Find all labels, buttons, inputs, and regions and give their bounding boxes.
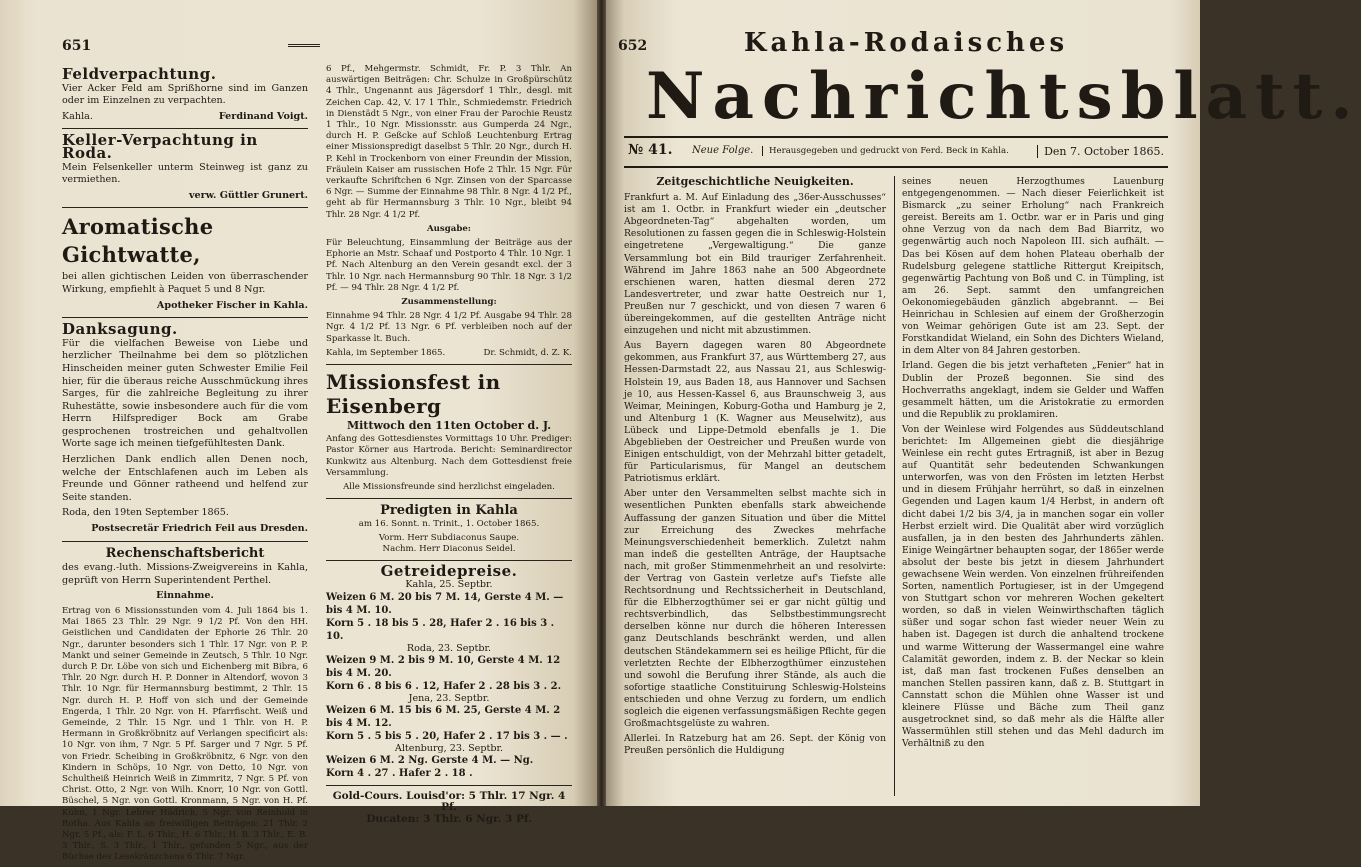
einnahme-continued-text: 6 Pf., Mehgermstr. Schmidt, Fr. P. 3 Thlr. An auswärtigen Beiträgen: Chr. Schulze in Großpürschütz 4 Thlr., Ungenannt aus Jägersdorf 1 Thlr., desgl. mit Zeichen Cap. 42, V. 17 1 Thlr., Schmiedemstr. Friedrich in Dienstädt 5 Ngr., von einer Frau der Parochie Reustz 1 Thlr., 10 Ngr. Missionsstr. aus Gumperda 24 Ngr., durch H. P. Geßcke auf Schloß Leuchtenburg Ertrag einer Missionspredigt daselbst 5 Thlr. 20 Ngr., durch H. P. Kehl in Trockenborn von einer Freundin der Mission, Fräulein Kaiser am russischen Hofe 2 Thlr. 15 Ngr. Für verkaufte Schriftchen 6 Ngr. Zinsen von der Sparcasse 6 Ngr. — Summe der Einnahme 98 Thlr. 8 Ngr. 4 1/2 Pf., geht ab für Hermannsburg 3 Thlr. 10 Ngr., bleibt 94 Thlr. 28 Ngr. 4 1/2 Pf.	[326, 64, 572, 220]
divider	[62, 541, 308, 542]
divider	[326, 785, 572, 786]
getreidepreise-markets	[326, 579, 572, 780]
zusammenstellung-text: Einnahme 94 Thlr. 28 Ngr. 4 1/2 Pf. Ausgabe 94 Thlr. 28 Ngr. 4 1/2 Pf. 13 Ngr. 6 Pf. verbleiben noch auf der Sparkasse lt. Buch.	[326, 311, 572, 344]
einnahme-text: Ertrag von 6 Missionsstunden vom 4. Juli 1864 bis 1. Mai 1865 23 Thlr. 29 Ngr. 9 1/2 Pf. Von den HH. Geistlichen und Candidaten der Ephorie 26 Thlr. 20 Ngr., darunter besonders sich 1 Thlr. 17 Ngr. von P. P. Mankt und seiner Gemeinde in Zeutsch, 5 Thlr. 10 Ngr. durch P. Dr. Löbe von sich und Eichenberg mit Bibra, 6 Thlr. 20 Ngr. durch H. P. Donner in Altendorf, wovon 3 Thlr. 10 Ngr. für Hermannsburg bestimmt, 2 Thlr. 15 Ngr. durch H. P. Hoff von sich und der Gemeinde Engerda, 1 Thlr. 20 Ngr. von H. Pfarrfischt. Weiß und Gemeinde, 2 Thlr. 15 Ngr. und 1 Thlr. von H. P. Hermann in Großkröbnitz auf Verlangen specificirt als: 10 Ngr. von ihm, 7 Ngr. 5 Pf. Sarger und 7 Ngr. 5 Pf. von Friedr. Scheibing in Großkröbnitz, 6 Ngr. von den Kindern in Schöps, 10 Ngr. von Detto, 10 Ngr. von Schultheiß Heinrich Weiß in Zimmritz, 7 Ngr. 5 Pf. von Christ. Otto, 2 Ngr. von Wilh. Knorr, 10 Ngr. von Gottl. Büschel, 5 Ngr. von Gottl. Kronmann, 5 Ngr. von H. Pf. Kühn, 1 Ngr. Lehrer Hädrich, 5 Ngr. von Reinhold in Rotha. Aus Kahla an freiwilligen Beiträgen: 21 Thlr. 2 Ngr. 5 Pf., als: F. L. 6 Thlr., H. 6 Thlr., H. B. 3 Thlr., E. B. 3 Thlr., S. 3 Thlr., 1 Thlr., gefunden 5 Ngr., aus der Büchse des Lesekränzchens 6 Thlr. 7 Ngr.	[62, 606, 308, 863]
price-row: Weizen 9 M. 2 bis 9 M. 10, Gerste 4 M. 12 bis 4 M. 20.	[326, 654, 561, 679]
danksagung-title: Danksagung.	[62, 320, 178, 339]
gold-cours: Gold-Cours. Louisd'or: 5 Thlr. 17 Ngr. 4 Pf.	[332, 790, 566, 814]
article-irland: Irland. Gegen die bis jetzt verhafteten „Fenier“ hat in Dublin der Prozeß begonnen. Sie sind des Hochverraths angeklagt, indem sie Gelder und Waffen gesammelt hätten, um die Aristokratie zu ermorden und die Republik zu proklamiren.	[902, 360, 1164, 420]
right-column-2	[902, 176, 1164, 753]
issue-series: Neue Folge.	[692, 145, 754, 156]
missionsfest-title: Missionsfest in Eisenberg	[326, 370, 501, 419]
rechenschaftsbericht-title: Rechenschaftsbericht	[105, 545, 265, 561]
publisher-line: Herausgegeben und gedruckt von Ferd. Beck in Kahla.	[762, 146, 1009, 156]
missionsfest-invitation: Alle Missionsfreunde sind herzlichst eingeladen.	[343, 482, 555, 493]
divider	[326, 560, 572, 561]
divider	[62, 317, 308, 318]
ad-feldverpachtung-place: Kahla.	[62, 110, 93, 122]
ad-feldverpachtung-signature: Ferdinand Voigt.	[218, 110, 308, 122]
danksagung-signature: Postsecretär Friedrich Feil aus Dresden.	[91, 523, 308, 535]
market-name: Jena, 23. Septbr.	[408, 692, 490, 704]
rechenschaftsbericht-subtitle: des evang.-luth. Missions-Zweigvereins in Kahla, geprüft von Herrn Superintendent Perthel.	[62, 562, 308, 586]
issue-info-bar	[624, 136, 1168, 168]
price-row: Korn 5 . 5 bis 5 . 20, Hafer 2 . 17 bis 3 . — .	[326, 730, 568, 742]
ad-gichtwatte-title: Aromatische Gichtwatte,	[62, 214, 214, 268]
ausgabe-heading: Ausgabe:	[427, 223, 471, 234]
price-row: Weizen 6 M. 2 Ng. Gerste 4 M. — Ng.	[326, 755, 534, 767]
divider	[62, 207, 308, 208]
getreidepreise-title: Getreidepreise.	[380, 562, 518, 581]
predigten-date: am 16. Sonnt. n. Trinit., 1. October 1865.	[358, 518, 540, 529]
divider	[326, 498, 572, 499]
left-column-2	[326, 64, 572, 828]
column-divider	[894, 176, 895, 796]
ad-feldverpachtung-text: Vier Acker Feld am Sprißhorne sind im Ganzen oder im Einzelnen zu verpachten.	[62, 82, 308, 107]
market-name: Altenburg, 23. Septbr.	[394, 742, 504, 754]
missionsfest-date: Mittwoch den 11ten October d. J.	[346, 419, 552, 433]
masthead-main: Nachrichtsblatt.	[646, 59, 1361, 134]
ad-gichtwatte-text: bei allen gichtischen Leiden von überraschender Wirkung, empfiehlt à Paquet 5 und 8 Ngr.	[62, 271, 308, 295]
ad-gichtwatte-signature: Apotheker Fischer in Kahla.	[156, 299, 308, 311]
market-name: Roda, 23. Septbr.	[406, 642, 492, 654]
danksagung-place: Roda, den 19ten September 1865.	[62, 507, 229, 519]
predigten-morning: Vorm. Herr Subdiaconus Saupe.	[378, 532, 520, 543]
article-frankfurt-1: Frankfurt a. M. Auf Einladung des „36er-Ausschusses“ ist am 1. Octbr. in Frankfurt wieder ein „deutscher Abgeordneten-Tag“ abgehalten worden, um Resolutionen zu fassen gegen die in Schleswig-Holstein eingetretene „Vergewaltigung.“ Die ganze Versammlung bot ein Bild trauriger Zerfahrenheit. Während im Jahre 1863 nahe an 500 Abgeordnete erschienen waren, hatten diesmal deren 272 Landesvertreter, und zwar hatte Oestreich nur 1, Preußen nur 7 geschickt, und von diesen 7 waren 6 übereingekommen, auf die gestellten Anträge nicht einzugehen und nicht mit abzustimmen.	[624, 192, 886, 337]
masthead-top: Kahla-Rodaisches	[743, 28, 1069, 58]
price-row: Korn 5 . 18 bis 5 . 28, Hafer 2 . 16 bis 3 . 10.	[326, 617, 555, 642]
zusammenstellung-heading: Zusammenstellung:	[401, 297, 497, 308]
danksagung-text-1: Für die vielfachen Beweise von Liebe und herzlicher Theilnahme bei dem so plötzlichen Hinscheiden meiner guten Schwester Emilie Feil hier, für die überaus reiche Ausschmückung ihres Sarges, für die zahlreiche Begleitung zu ihrer Ruhestätte, sowie insbesondere auch für die vom Herrn Hilfsprediger Bock am Grabe gesprochenen trostreichen und gehaltvollen Worte sage ich meinen tiefgefühltesten Dank.	[62, 337, 308, 450]
divider	[326, 364, 572, 365]
issue-date: Den 7. October 1865.	[1037, 145, 1164, 158]
price-row: Korn 6 . 8 bis 6 . 12, Hafer 2 . 28 bis 3 . 2.	[326, 680, 562, 692]
missionsfest-text: Anfang des Gottesdienstes Vormittags 10 Uhr. Prediger: Pastor Körner aus Hartroda. Bericht: Seminardirector Kunkwitz aus Altenburg. Nach dem Gottesdienst freie Versammlung.	[326, 434, 572, 478]
right-page	[606, 0, 1361, 806]
issue-number: № 41.	[628, 142, 673, 158]
zusammenstellung-signature: Dr. Schmidt, d. Z. K.	[483, 347, 572, 358]
danksagung-text-2: Herzlichen Dank endlich allen Denen noch, welche der Entschlafenen auch im Leben als Freunde und Gönner ratheend und helfend zur Seite standen.	[62, 454, 308, 503]
left-page	[0, 0, 597, 863]
market-name: Kahla, 25. Septbr.	[405, 579, 493, 591]
price-row: Weizen 6 M. 20 bis 7 M. 14, Gerste 4 M. — bis 4 M. 10.	[326, 591, 564, 616]
price-row: Korn 4 . 27 . Hafer 2 . 18 .	[326, 768, 473, 780]
section-title: Zeitgeschichtliche Neuigkeiten.	[656, 175, 854, 188]
article-frankfurt-3: Aber unter den Versammelten selbst machte sich in wesentlichen Punkten ebenfalls stark abweichende Auffassung der ganzen Situation und über die Mittel zur Erreichung des Zweckes mehrfache Meinungsverschiedenheit bemerklich. Zuletzt nahm man indeß die gestellten Anträge, der Hauptsache nach, mit großer Stimmenmehrheit an und resolvirte: der Vertrag von Gastein verletze auf's Tiefste alle Rechtsordnung und Rechtssicherheit in Deutschland, für die Elbherzogthümer sei er gar nicht gültig und rechtsverbindlich, das Selbstbestimmungsrecht derselben könne nur durch die höheren Interessen ganz Deutschlands beschränkt werden, und allen deutschen Ständekammern sei es heilige Pflicht, für die verletzten Rechte der Elbherzogthümer einzustehen und sowohl die Berufung ihrer Stände, als auch die sofortige staatliche Constituirung Schleswig-Holsteins entschieden und ohne Verzug zu fordern, um endlich sogleich die eigenen verfassungsmäßigen Rechte gegen Großmachtsgelüste zu wahren.	[624, 488, 886, 730]
left-column-1	[62, 64, 308, 867]
article-allerlei-continued: seines neuen Herzogthumes Lauenburg entgegengenommen. — Nach dieser Feierlichkeit ist Bismarck „zu seiner Erholung“ nach Frankreich gereist. Bereits am 1. Octbr. war er in Paris und ging ohne Verzug von da nach dem Bad Biarritz, wo gegenwärtig auch noch Napoleon III. sich aufhält. — Das bei Kösen auf dem hohen Plateau oberhalb der Rudelsburg gelegene stattliche Rittergut Kreipitsch, gegenwärtig Pachtung von Boß und C. in Tümpling, ist am 26. Sept. sammt den umfangreichen Oekonomiegebäuden gänzlich abgebrannt. — Bei Heinrichau in Schlesien auf einem der Großherzogin von Weimar gehörigen Gute ist am 23. Sept. der Forstkandidat Wieland, ein Sohn des Dichters Wieland, in dem Alter von 84 Jahren gestorben.	[902, 176, 1164, 357]
ad-feldverpachtung-title: Feldverpachtung.	[62, 65, 217, 83]
page-header-rule	[288, 44, 320, 47]
zusammenstellung-place: Kahla, im September 1865.	[326, 347, 446, 358]
price-row: Weizen 6 M. 15 bis 6 M. 25, Gerste 4 M. 2 bis 4 M. 12.	[326, 704, 561, 729]
book-gutter	[597, 0, 606, 806]
ducaten: Ducaten: 3 Thlr. 6 Ngr. 3 Pf.	[366, 812, 532, 825]
predigten-title: Predigten in Kahla	[380, 503, 518, 519]
ad-keller-signature: verw. Güttler Grunert.	[188, 189, 308, 201]
ad-keller-text: Mein Felsenkeller unterm Steinweg ist ganz zu vermiethen.	[62, 161, 308, 186]
right-column-1	[624, 176, 886, 760]
article-frankfurt-2: Aus Bayern dagegen waren 80 Abgeordnete gekommen, aus Frankfurt 37, aus Württemberg 27, aus Hessen-Darmstadt 22, aus Nassau 21, aus Schleswig-Holstein 19, aus Baden 18, aus Hannover und Sachsen je 10, aus Hessen-Kassel 6, aus Braunschweig 3, aus Weimar, Meiningen, Koburg-Gotha und Hamburg je 2, und Altenburg 1 (K. Wagner aus Meuselwitz), aus Lübeck und Lippe-Detmold ebenfalls je 1. Die Abgeblieben der Oestreicher und Preußen wurde von Einigen entschuldigt, von der Mehrzahl bitter getadelt, für Particularismus, für Mangel an deutschem Patriotismus erklärt.	[624, 340, 886, 485]
einnahme-heading: Einnahme.	[156, 590, 214, 602]
ad-feldverpachtung-footer	[62, 111, 308, 124]
ad-keller-title: Keller-Verpachtung in Roda.	[62, 131, 258, 162]
page-number-right: 652	[618, 38, 648, 54]
ausgabe-text: Für Beleuchtung, Einsammlung der Beiträge aus der Ephorie an Mstr. Schaaf und Postporto 4 Thlr. 10 Ngr. 1 Pf. Nach Altenburg an den Verein gesandt excl. der 3 Thlr. 10 Ngr. nach Hermannsburg 90 Thlr. 18 Ngr. 3 1/2 Pf. — 94 Thlr. 28 Ngr. 4 1/2 Pf.	[326, 238, 572, 293]
zusammenstellung-footer	[326, 348, 572, 359]
predigten-afternoon: Nachm. Herr Diaconus Seidel.	[382, 543, 516, 554]
divider	[62, 128, 308, 129]
article-weinlese: Von der Weinlese wird Folgendes aus Süddeutschland berichtet: Im Allgemeinen giebt die diesjährige Weinlese ein recht gutes Ertragniß, ist aber in Bezug auf Quantität sehr bedeutenden Schwankungen unterworfen, was von den Frösten im letzten Herbst und in diesem Frühjahr herrührt, so daß in einzelnen Gegenden und Lagen kaum 1/4 Herbst, in andern oft dicht dabei 1/2 bis 3/4, ja in manchen sogar ein voller Herbst erzielt wird. Die Qualität aber wird vorzüglich ausfallen, ja in den besten des Jahrhunderts zählen. Einige Weingärtner behaupten sogar, der 1865er werde absolut der beste bis jetzt in diesem Jahrhundert gewachsene Wein werden. Von einzelnen frühreifenden Sorten, namentlich Portugieser, ist in der Umgegend von Stuttgart schon vor mehreren Wochen gekeltert worden, so daß in vielen Weinwirthschaften täglich süßer und sogar schon fast wieder neuer Wein zu haben ist. Dagegen ist durch die anhaltend trockene und warme Witterung der Wassermangel eine wahre Calamität geworden, indem z. B. der Neckar so klein ist, daß man fast trockenen Fußes denselben an manchen Stellen passiren kann, daß z. B. Stuttgart in Cannstatt schon die Mühlen ohne Wasser ist und kleinere Flüsse und Bäche zum Theil ganz ausgetrocknet sind, so daß mehr als die Hälfte aller Wassermühlen still stehen und das Mehl dadurch im Verhältniß zu den	[902, 423, 1164, 750]
page-number-left: 651	[62, 38, 92, 54]
article-allerlei: Allerlei. In Ratzeburg hat am 26. Sept. der König von Preußen persönlich die Huldigung	[624, 733, 886, 757]
